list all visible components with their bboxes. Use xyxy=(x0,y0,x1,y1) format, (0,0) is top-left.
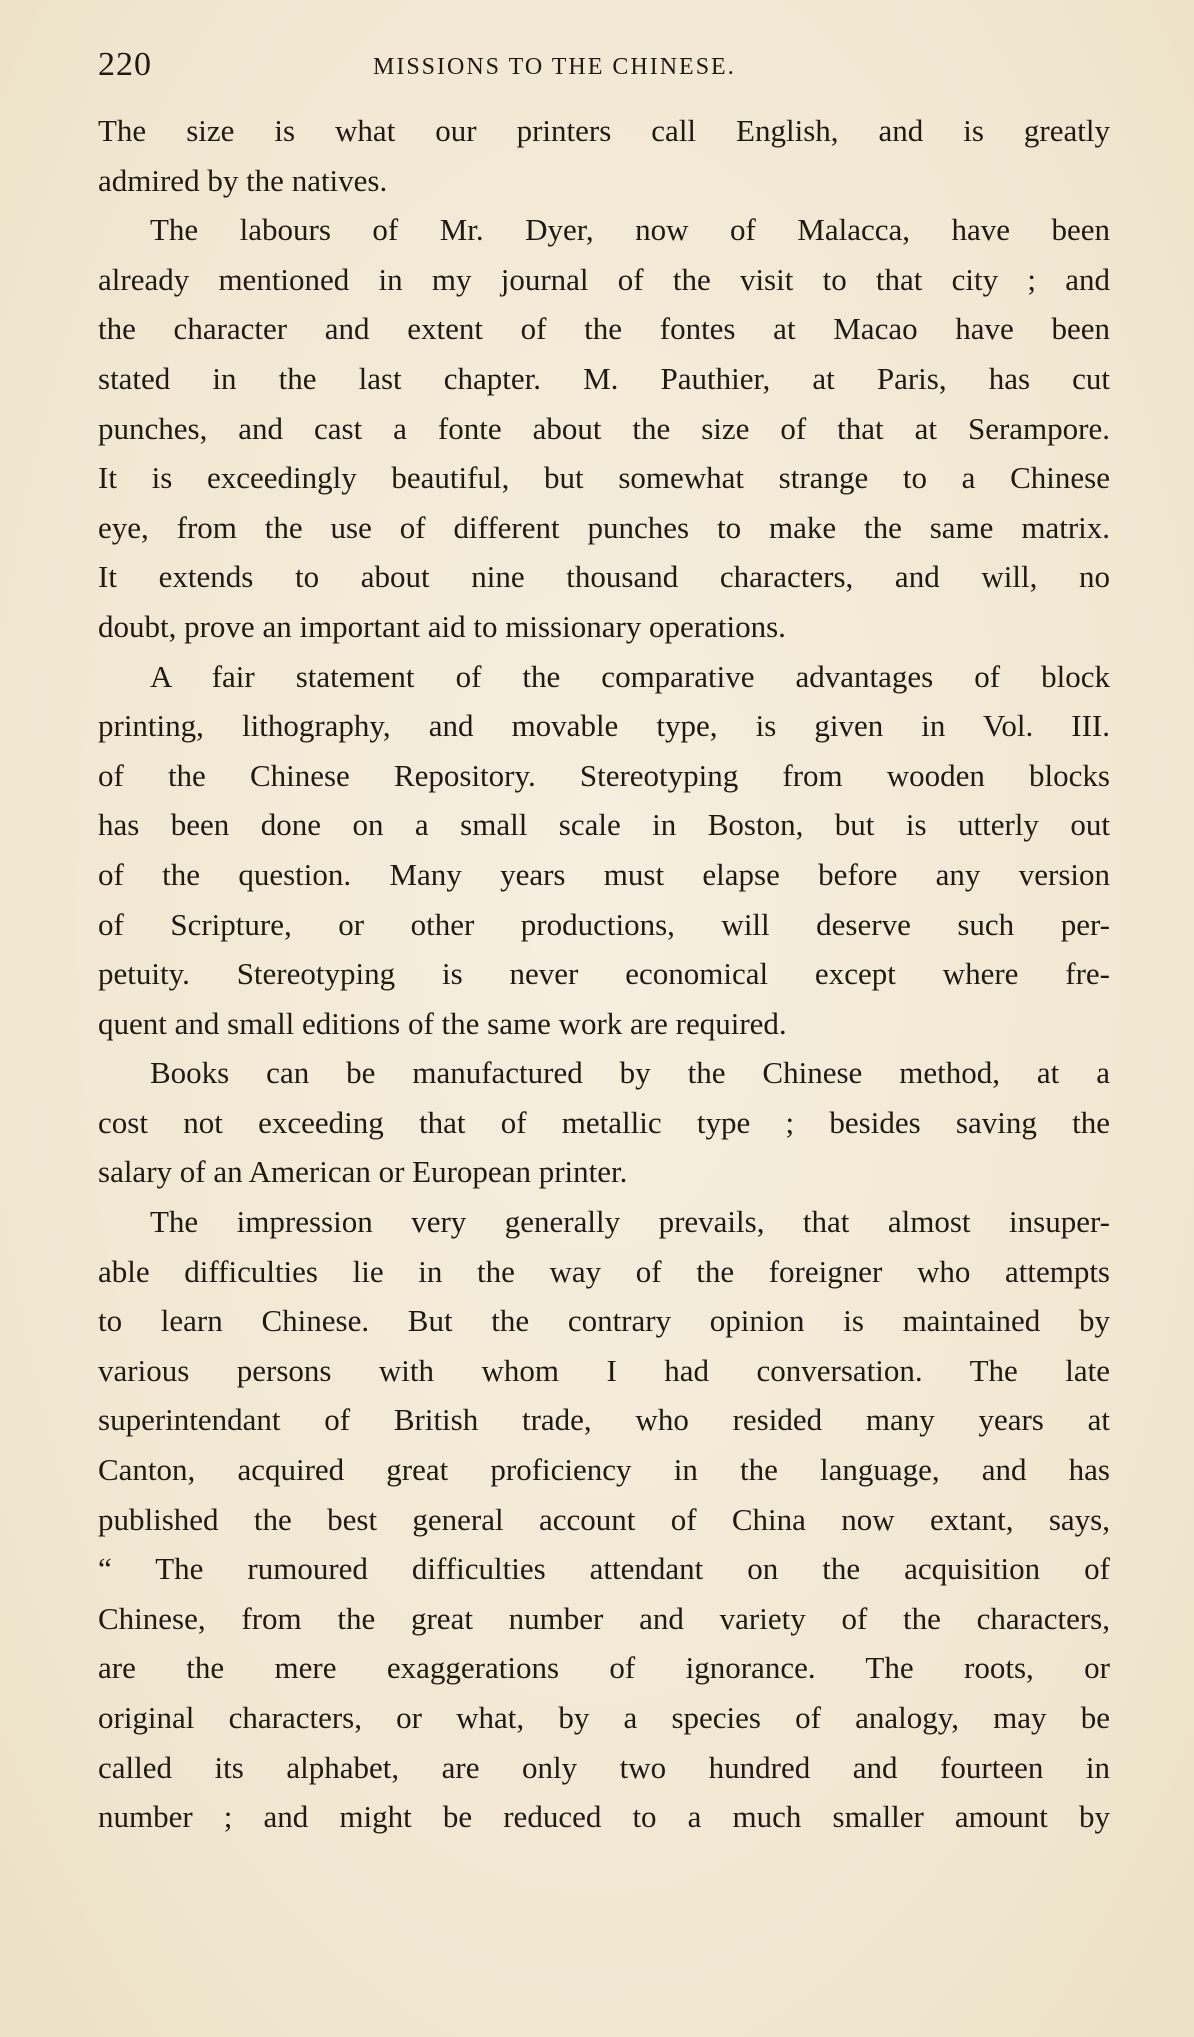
text-line: number ; and might be reduced to a much smaller amount by xyxy=(98,1799,1110,1835)
text-line: stated in the last chapter. M. Pauthier, at Paris, has cut xyxy=(98,360,1110,396)
text-line: petuity. Stereotyping is never economical except where fre- xyxy=(98,956,1110,992)
text-line: salary of an American or European printer. xyxy=(98,1154,628,1190)
page-number: 220 xyxy=(98,46,152,83)
text-line: It is exceedingly beautiful, but somewhat strange to a Chinese xyxy=(98,460,1110,496)
text-line: of the Chinese Repository. Stereotyping from wooden blocks xyxy=(98,757,1110,793)
text-line: quent and small editions of the same work are required. xyxy=(98,1005,787,1041)
text-line: Books can be manufactured by the Chinese method, at a xyxy=(150,1055,1110,1091)
text-line: The labours of Mr. Dyer, now of Malacca, have been xyxy=(150,212,1110,248)
text-line: superintendant of British trade, who resided many years at xyxy=(98,1402,1110,1438)
text-line: able difficulties lie in the way of the foreigner who attempts xyxy=(98,1253,1110,1289)
text-line: doubt, prove an important aid to missionary operations. xyxy=(98,608,786,644)
text-line: A fair statement of the comparative advantages of block xyxy=(150,658,1110,694)
text-line: original characters, or what, by a species of analogy, may be xyxy=(98,1700,1110,1735)
page-header xyxy=(98,46,1098,96)
text-line: cost not exceeding that of metallic type ; besides saving the xyxy=(98,1104,1110,1140)
body-text xyxy=(98,106,1110,1842)
text-line: punches, and cast a fonte about the size of that at Serampore. xyxy=(98,410,1110,446)
running-head: MISSIONS TO THE CHINESE. xyxy=(373,54,736,80)
text-line: Canton, acquired great proficiency in the language, and has xyxy=(98,1452,1110,1488)
text-line: “ The rumoured difficulties attendant on the acquisition of xyxy=(98,1551,1110,1587)
text-line: has been done on a small scale in Boston, but is utterly out xyxy=(98,807,1110,843)
text-line: eye, from the use of different punches to make the same matrix. xyxy=(98,509,1110,545)
text-line: Chinese, from the great number and variety of the characters, xyxy=(98,1600,1110,1636)
text-line: admired by the natives. xyxy=(98,162,388,198)
text-line: It extends to about nine thousand characters, and will, no xyxy=(98,559,1110,595)
text-line: of Scripture, or other productions, will deserve such per- xyxy=(98,906,1110,942)
text-line: already mentioned in my journal of the visit to that city ; and xyxy=(98,261,1110,297)
text-line: the character and extent of the fontes at Macao have been xyxy=(98,311,1110,347)
text-line: published the best general account of China now extant, says, xyxy=(98,1501,1110,1537)
text-line: are the mere exaggerations of ignorance. The roots, or xyxy=(98,1650,1110,1686)
text-line: various persons with whom I had conversation. The late xyxy=(98,1352,1110,1388)
text-line: printing, lithography, and movable type, is given in Vol. III. xyxy=(98,708,1110,744)
text-line: The size is what our printers call English, and is greatly xyxy=(98,113,1110,148)
text-line: to learn Chinese. But the contrary opinion is maintained by xyxy=(98,1303,1110,1339)
text-line: called its alphabet, are only two hundred and fourteen in xyxy=(98,1749,1110,1785)
text-line: of the question. Many years must elapse before any version xyxy=(98,856,1110,892)
text-line: The impression very generally prevails, that almost insuper- xyxy=(150,1204,1110,1240)
